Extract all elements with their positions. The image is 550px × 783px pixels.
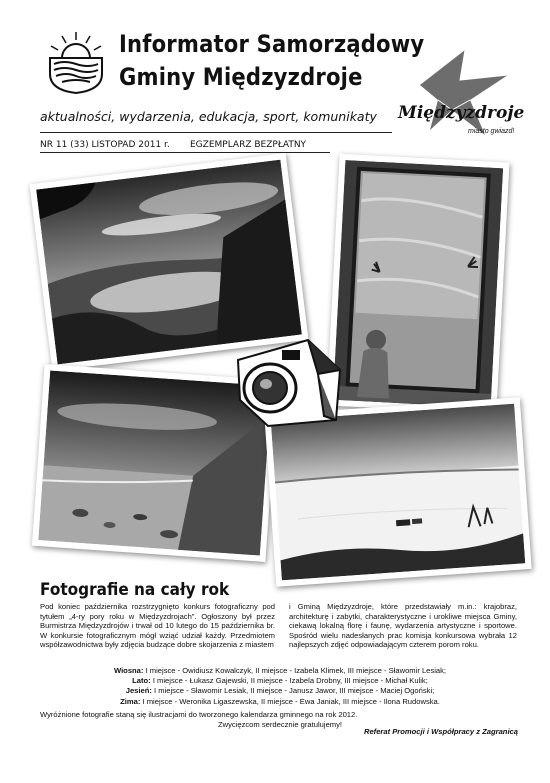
divider <box>40 132 392 133</box>
camera-icon <box>228 330 346 430</box>
article-signature: Referat Promocji i Współpracy z Zagranicą <box>363 727 518 736</box>
season-label: Zima: <box>120 696 141 706</box>
issue-number: NR 11 (33) LISTOPAD 2011 r. <box>40 140 170 150</box>
town-logo-name: Międzyzdroje <box>398 103 525 123</box>
closing-line-1: Wyróżnione fotografie staną się ilustracjami do tworzonego kalendarza gminnego na rok 2012. <box>40 710 358 719</box>
winners-row-winter <box>40 697 520 707</box>
masthead-title-line2: Gminy Międzyzdroje <box>119 63 363 91</box>
winners-text: I miejsce - Sławomir Lesiak, II miejsce - Janusz Jawor, III miejsce - Maciej Ogoński; <box>154 686 435 696</box>
season-label: Wiosna: <box>113 666 144 675</box>
season-label: Jesień: <box>125 686 152 696</box>
winners-row-autumn <box>40 686 520 696</box>
season-label: Lato: <box>132 676 151 686</box>
photo-child-window <box>327 154 510 415</box>
closing-line-2: Zwycięzcom serdecznie gratulujemy! <box>217 719 343 729</box>
star-icon <box>390 45 525 140</box>
winners-row-spring <box>40 666 520 676</box>
town-logo-subtitle: miasto gwiazd! <box>468 128 515 135</box>
winners-text: I miejsce - Weronika Ligaszewska, II miejsce - Ewa Janiak, III miejsce - Ilona Rudowska. <box>142 696 440 706</box>
article-column-2: i Gminą Międzyzdroje, które przedstawiały m.in.: krajobraz, architekturę i zabytki, charakterystyczne i urokliwe miejsca Gminy, ciekawą lokalną florę i faunę, wydarzenia artystyczne i sportowe. Spośród wielu nadesłanych prac komisja konkursowa wybrała 12 najlepszych zdjęć odpowiadającym czterem porom roku. <box>289 602 517 650</box>
coat-of-arms-icon <box>46 30 106 94</box>
free-copy-note: EGZEMPLARZ BEZPŁATNY <box>190 140 307 150</box>
winners-row-summer <box>40 676 520 686</box>
article-title: Fotografie na cały rok <box>40 580 230 600</box>
winners-list <box>40 666 520 707</box>
masthead-title-line1: Informator Samorządowy <box>119 30 425 58</box>
winners-text: I miejsce - Owidiusz Kowalczyk, II miejsce - Izabela Klimek, III miejsce - Sławomir Lesiak; <box>145 666 447 675</box>
masthead-tagline: aktualności, wydarzenia, edukacja, sport, komunikaty <box>40 109 377 124</box>
divider <box>40 152 330 153</box>
winners-text: I miejsce - Łukasz Gajewski, II miejsce - Izabela Drobny, III miejsce - Michał Kulik; <box>152 676 428 686</box>
article-column-1: Pod koniec października rozstrzygnięto konkurs fotograficzny pod tytułem „4-ry pory roku w Międzyzdrojach”. Ogłoszony był przez Burmistrza Międzyzdrojów i trwał od 10 lutego do 15 października br. W konkursie fotograficznym mógł wziąć udział każdy. Przedmiotem współzawodnictwa były zdjęcia budzące dobre skojarzenia z miastem <box>40 602 275 650</box>
